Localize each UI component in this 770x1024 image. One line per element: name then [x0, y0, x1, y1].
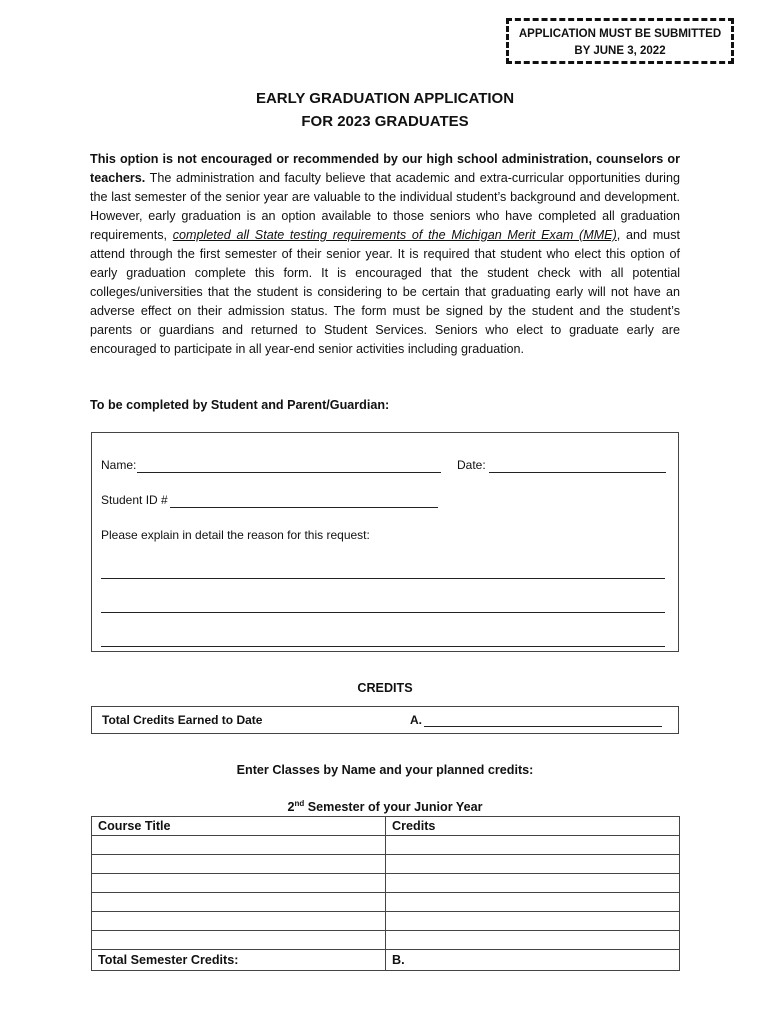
student-id-label: Student ID #	[101, 493, 168, 507]
table-row	[92, 836, 680, 855]
semester-ordinal: nd	[294, 799, 305, 808]
student-info-box	[91, 432, 679, 652]
notice-line-1: APPLICATION MUST BE SUBMITTED	[518, 28, 722, 40]
total-semester-credits-label: Total Semester Credits:	[92, 950, 386, 971]
total-semester-credits-marker[interactable]: B.	[386, 950, 680, 971]
table-row	[92, 912, 680, 931]
explain-line-3[interactable]	[101, 646, 665, 647]
table-row	[92, 931, 680, 950]
semester-text: Semester of your Junior Year	[304, 800, 483, 815]
intro-requirement: completed all State testing requirements of the Michigan Merit Exam (MME)	[172, 228, 617, 242]
intro-paragraph	[90, 150, 680, 359]
table-header-row	[92, 817, 680, 836]
course-title-cell[interactable]	[92, 912, 386, 931]
total-row	[92, 950, 680, 971]
date-field[interactable]	[489, 472, 666, 473]
name-label: Name:	[101, 458, 137, 472]
course-title-cell[interactable]	[92, 874, 386, 893]
course-title-cell[interactable]	[92, 893, 386, 912]
submission-deadline-notice	[506, 18, 734, 64]
course-title-header: Course Title	[92, 817, 386, 836]
notice-line-2: BY JUNE 3, 2022	[574, 45, 666, 57]
explain-line-2[interactable]	[101, 612, 665, 613]
credits-box	[91, 706, 679, 734]
credits-header: Credits	[386, 817, 680, 836]
semester-number: 2	[287, 800, 295, 815]
total-credits-label: Total Credits Earned to Date	[102, 713, 263, 727]
intro-warning: This option is not encouraged or recommended by our high school administration, counselors or teachers.	[90, 152, 680, 185]
table-row	[92, 855, 680, 874]
credits-cell[interactable]	[386, 874, 680, 893]
student-section-heading: To be completed by Student and Parent/Guardian:	[90, 398, 390, 412]
credits-cell[interactable]	[386, 931, 680, 950]
date-label: Date:	[457, 458, 486, 472]
table-row	[92, 893, 680, 912]
total-credits-marker: A.	[410, 713, 422, 727]
intro-text-2: , and must attend through the first semester of their senior year. It is required that student who elect this option of early graduation complete this form. It is encouraged that the student check with all potential colleges/universities that the student is considering to be certain that graduating early will not have an adverse effect on their admission status. The form must be signed by the student and the student’s parents or guardians and returned to Student Services. Seniors who elect to graduate early are encouraged to participate in all year-end senior activities including graduation.	[90, 228, 680, 356]
student-id-field[interactable]	[170, 507, 438, 508]
credits-cell[interactable]	[386, 912, 680, 931]
explain-line-1[interactable]	[101, 578, 665, 579]
table-row	[92, 874, 680, 893]
course-title-cell[interactable]	[92, 855, 386, 874]
credits-cell[interactable]	[386, 836, 680, 855]
total-credits-field[interactable]	[424, 726, 662, 727]
credits-cell[interactable]	[386, 855, 680, 874]
course-table	[91, 816, 680, 971]
credits-heading: CREDITS	[357, 681, 413, 695]
intro-text-1: The administration and faculty believe that academic and extra-curricular opportunities during the last semester of the senior year are valuable to the individual student’s background and development. However, early graduation is an option available to those seniors who have completed all graduation requirements,	[90, 171, 680, 242]
course-title-cell[interactable]	[92, 836, 386, 855]
course-title-cell[interactable]	[92, 931, 386, 950]
page-subtitle: FOR 2023 GRADUATES	[301, 113, 469, 130]
credits-cell[interactable]	[386, 893, 680, 912]
page-title: EARLY GRADUATION APPLICATION	[255, 90, 515, 107]
explain-label: Please explain in detail the reason for this request:	[101, 528, 370, 542]
classes-heading: Enter Classes by Name and your planned credits:	[236, 763, 534, 777]
semester-heading	[0, 799, 770, 814]
name-field[interactable]	[137, 472, 441, 473]
